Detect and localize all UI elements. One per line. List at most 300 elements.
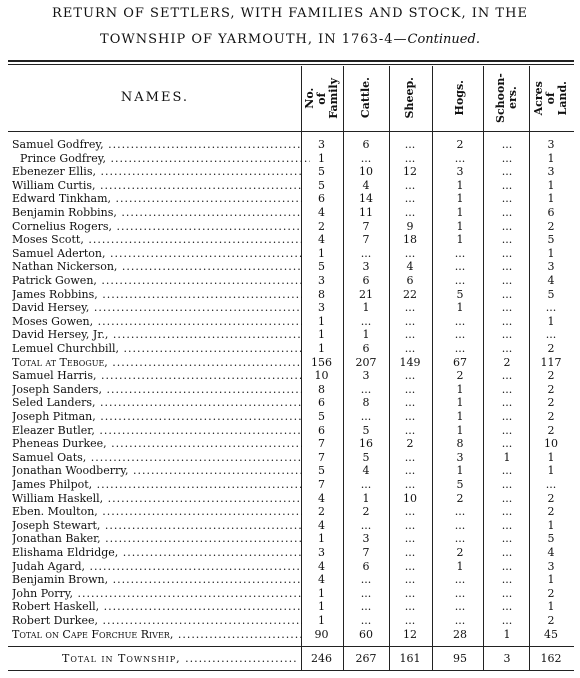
settler-name: Judah Agard, ..... [12, 560, 302, 573]
col-family-value: 8 [318, 287, 325, 301]
title-line-1: RETURN OF SETTLERS, WITH FAMILIES AND STOCK, IN THE [52, 6, 528, 21]
grand-total-row [0, 651, 580, 667]
col-hogs-value: 1 [456, 192, 464, 206]
col-family-value: 5 [318, 260, 325, 274]
col-cattle-value: 2 [362, 505, 370, 519]
col-hogs-value: 1 [456, 559, 464, 573]
col-sheep-value: ... [404, 546, 416, 559]
col-family-value: 4 [318, 559, 325, 573]
settler-name: Elishama Eldridge, ..... [12, 546, 302, 559]
col-schooners-value: ... [501, 165, 513, 179]
col-cattle-value: 60 [359, 627, 373, 641]
col-cattle-value: 4 [362, 464, 370, 478]
title-continued: Continued. [407, 32, 480, 47]
table-row [0, 573, 580, 586]
col-cattle-value: 3 [362, 369, 370, 383]
title-line-2 [0, 32, 580, 47]
subtotal-row [0, 628, 580, 641]
col-cattle-header-label: Cattle. [359, 77, 372, 119]
col-family-value: 4 [318, 518, 325, 532]
col-acres-value: 5 [547, 287, 555, 301]
col-sheep-value: ... [404, 586, 416, 600]
col-acres-value: 2 [547, 382, 555, 396]
col-family-value: 5 [318, 178, 325, 192]
col-hogs-value: 1 [456, 178, 464, 192]
col-schooners-value: ... [501, 260, 513, 274]
col-family-value: 1 [318, 532, 325, 546]
col-family-value: 1 [318, 600, 325, 614]
settler-name: Robert Haskell, ..... [12, 600, 302, 613]
col-acres-value: 4 [547, 274, 555, 287]
settler-name: David Hersey, Jr., ..... [12, 328, 302, 341]
col-sheep-value: 10 [403, 491, 417, 505]
settler-name: William Curtis, ..... [12, 179, 302, 192]
settler-name: Benjamin Robbins, ..... [12, 206, 302, 219]
col-sheep-value: ... [404, 369, 416, 383]
col-family-value: 6 [318, 423, 325, 437]
col-sheep-value: 4 [406, 260, 414, 274]
settler-name: Nathan Nickerson, ..... [12, 260, 302, 273]
col-schooners-grand-total: 3 [503, 652, 511, 665]
col-family-header-label: No. of Family [302, 77, 340, 119]
col-hogs-value: 2 [456, 138, 464, 151]
table-row [0, 288, 580, 301]
col-hogs-grand-total: 95 [453, 652, 467, 665]
col-cattle-value: ... [360, 600, 372, 614]
table-row [0, 383, 580, 396]
col-schooners-value: ... [501, 464, 513, 478]
col-sheep-value: ... [404, 450, 416, 464]
table-row [0, 274, 580, 287]
col-schooners-value: ... [501, 192, 513, 206]
table-row [0, 233, 580, 246]
col-family-value: 4 [318, 206, 325, 219]
col-family-value: 7 [318, 478, 325, 491]
col-sheep-value: ... [404, 151, 416, 165]
col-schooners-value: ... [501, 423, 513, 437]
col-sheep-value: ... [404, 192, 416, 206]
col-cattle-value: ... [360, 518, 372, 532]
col-hogs-header-label: Hogs. [453, 80, 466, 116]
subtotal-row [0, 356, 580, 369]
col-sheep-header [393, 66, 427, 130]
bottom-rule [8, 670, 574, 671]
col-family-value: 156 [311, 355, 332, 369]
names-header: NAMES. [120, 90, 190, 105]
col-cattle-value: 6 [362, 559, 370, 573]
col-hogs-value: ... [454, 246, 466, 260]
settler-name: Samuel Oats, ..... [12, 451, 302, 464]
col-acres-header-label: Acres of Land. [532, 80, 569, 116]
col-hogs-value: 5 [456, 287, 464, 301]
col-acres-value: 4 [547, 546, 555, 559]
col-hogs-value: ... [454, 328, 466, 342]
col-schooners-value: ... [501, 559, 513, 573]
col-schooners-value: ... [501, 573, 513, 587]
col-acres-value: ... [545, 478, 557, 491]
table-row [0, 165, 580, 178]
table-row [0, 179, 580, 192]
col-family-value: 1 [318, 328, 325, 342]
col-family-value: 1 [318, 246, 325, 260]
col-sheep-value: ... [404, 532, 416, 546]
col-cattle-value: 7 [362, 546, 370, 559]
col-hogs-value: 8 [456, 437, 464, 451]
col-sheep-value: ... [404, 301, 416, 315]
col-acres-value: 1 [547, 450, 555, 464]
col-schooners-value: ... [501, 342, 513, 355]
col-acres-value: 3 [547, 165, 555, 179]
col-cattle-value: 6 [362, 274, 370, 287]
col-family-value: 1 [318, 314, 325, 328]
col-family-value: 3 [318, 138, 325, 151]
col-family-value: 4 [318, 573, 325, 587]
col-schooners-value: ... [501, 532, 513, 546]
table-row [0, 260, 580, 273]
col-schooners-value: ... [501, 518, 513, 532]
col-cattle-value: 21 [359, 287, 373, 301]
table-row [0, 600, 580, 613]
col-acres-value: 1 [547, 192, 555, 206]
settler-name: William Haskell, ..... [12, 492, 302, 505]
col-sheep-value: 12 [403, 165, 417, 179]
col-acres-value: 6 [547, 206, 555, 219]
col-hogs-value: 67 [453, 355, 467, 369]
col-sheep-value: ... [404, 382, 416, 396]
col-acres-value: 117 [540, 355, 562, 369]
table-row [0, 519, 580, 532]
settler-name: Pheneas Durkee, ..... [12, 437, 302, 450]
table-row [0, 614, 580, 627]
col-acres-value: 2 [547, 505, 555, 519]
col-hogs-value: 1 [456, 206, 464, 219]
col-sheep-header-label: Sheep. [403, 77, 416, 119]
col-hogs-value: ... [454, 260, 466, 274]
col-acres-value: 2 [547, 491, 555, 505]
col-schooners-value: 2 [503, 355, 511, 369]
settler-name: Samuel Aderton, ..... [12, 247, 302, 260]
col-family-value: 5 [318, 464, 325, 478]
col-schooners-value: ... [501, 410, 513, 423]
col-hogs-value: 1 [456, 219, 464, 233]
col-cattle-value: 3 [362, 260, 370, 274]
col-hogs-value: 28 [453, 627, 467, 641]
col-sheep-value: ... [404, 614, 416, 627]
col-acres-value: 1 [547, 600, 555, 614]
settler-name: Total at Tebogue, ..... [12, 356, 302, 369]
col-family-value: 90 [314, 627, 329, 641]
settler-name: Moses Scott, ..... [12, 233, 302, 246]
col-hogs-value: 1 [456, 382, 464, 396]
col-family-value: 1 [318, 614, 325, 627]
col-cattle-value: ... [360, 573, 372, 587]
col-acres-value: 1 [547, 518, 555, 532]
col-family-value: 1 [318, 586, 325, 600]
table-row [0, 505, 580, 518]
col-hogs-value: ... [454, 600, 466, 614]
col-hogs-value: 1 [456, 410, 464, 423]
col-hogs-value: 1 [456, 301, 464, 315]
table-row [0, 451, 580, 464]
settler-name: Robert Durkee, ..... [12, 614, 302, 627]
col-cattle-value: 7 [362, 233, 370, 247]
table-row [0, 192, 580, 205]
settler-name: James Philpot, ..... [12, 478, 302, 491]
col-cattle-value: 8 [362, 396, 370, 410]
col-acres-grand-total: 162 [540, 652, 562, 665]
table-row [0, 532, 580, 545]
col-hogs-value: 1 [456, 396, 464, 410]
col-hogs-value: 3 [456, 165, 464, 179]
col-sheep-value: ... [404, 206, 416, 219]
col-cattle-value: 11 [359, 206, 373, 219]
col-acres-value: 3 [547, 260, 555, 274]
col-cattle-value: ... [360, 478, 372, 491]
settler-name: Seled Landers, ..... [12, 396, 302, 409]
table-row [0, 560, 580, 573]
table-row [0, 152, 580, 165]
col-schooners-value: ... [501, 369, 513, 383]
table-row [0, 220, 580, 233]
table-row [0, 437, 580, 450]
col-cattle-value: ... [360, 614, 372, 627]
col-schooners-value: 1 [503, 627, 511, 641]
settler-name: James Robbins, ..... [12, 288, 302, 301]
col-acres-value: ... [545, 328, 557, 342]
col-family-value: 1 [318, 342, 325, 355]
col-schooners-value: ... [501, 151, 513, 165]
settler-name: Joseph Pitman, ..... [12, 410, 302, 423]
col-hogs-value: ... [454, 614, 466, 627]
col-schooners-value: ... [501, 233, 513, 247]
col-schooners-value: 1 [503, 450, 511, 464]
col-hogs-value: 1 [456, 423, 464, 437]
col-hogs-value: 1 [456, 233, 464, 247]
top-rule-thin [8, 64, 574, 65]
col-acres-header [530, 66, 572, 130]
settler-name: Prince Godfrey, ..... [20, 152, 310, 165]
col-hogs-value: 2 [456, 491, 464, 505]
col-cattle-value: 3 [362, 532, 370, 546]
settler-name: Edward Tinkham, ..... [12, 192, 302, 205]
col-schooners-value: ... [501, 586, 513, 600]
col-family-value: 7 [318, 450, 325, 464]
col-sheep-value: ... [404, 246, 416, 260]
col-acres-value: 1 [547, 246, 555, 260]
col-hogs-value: ... [454, 314, 466, 328]
col-cattle-value: ... [360, 382, 372, 396]
col-schooners-value: ... [501, 138, 513, 151]
col-family-value: 4 [318, 491, 325, 505]
col-cattle-value: ... [360, 314, 372, 328]
col-acres-value: 1 [547, 178, 555, 192]
col-acres-value: 1 [547, 464, 555, 478]
col-schooners-value: ... [501, 491, 513, 505]
col-family-value: 6 [318, 192, 325, 206]
col-family-value: 10 [314, 369, 329, 383]
col-family-value: 2 [318, 505, 325, 519]
col-schooners-value: ... [501, 206, 513, 219]
col-acres-value: 10 [544, 437, 558, 451]
col-sheep-value: ... [404, 314, 416, 328]
col-sheep-value: 6 [406, 274, 414, 287]
col-family-value: 5 [318, 165, 325, 179]
col-family-value: 3 [318, 301, 325, 315]
col-schooners-value: ... [501, 505, 513, 519]
col-schooners-header-label: Schoon-ers. [494, 73, 519, 123]
col-cattle-value: 4 [362, 178, 370, 192]
col-sheep-value: ... [404, 478, 416, 491]
col-cattle-value: 6 [362, 138, 370, 151]
col-schooners-value: ... [501, 314, 513, 328]
col-schooners-header [486, 66, 528, 130]
table-row [0, 315, 580, 328]
col-hogs-value: 2 [456, 546, 464, 559]
col-sheep-value: ... [404, 178, 416, 192]
col-family-value: 7 [318, 437, 325, 451]
settler-name: Samuel Godfrey, ..... [12, 138, 302, 151]
col-family-value: 3 [318, 546, 325, 559]
col-schooners-value: ... [501, 437, 513, 451]
table-row [0, 478, 580, 491]
col-schooners-value: ... [501, 396, 513, 410]
col-cattle-value: 10 [359, 165, 373, 179]
col-hogs-value: ... [454, 151, 466, 165]
table-row [0, 369, 580, 382]
col-sheep-value: ... [404, 464, 416, 478]
subtotal-rule [8, 646, 574, 647]
col-acres-value: 2 [547, 369, 555, 383]
settler-name: Cornelius Rogers, ..... [12, 220, 302, 233]
col-family-value: 1 [318, 151, 325, 165]
col-sheep-value: ... [404, 559, 416, 573]
header-rule [8, 131, 574, 132]
col-schooners-value: ... [501, 614, 513, 627]
col-sheep-value: 22 [403, 287, 417, 301]
col-sheep-value: ... [404, 600, 416, 614]
col-acres-value: 2 [547, 586, 555, 600]
col-sheep-value: 18 [403, 233, 417, 247]
col-cattle-grand-total: 267 [355, 652, 377, 665]
col-cattle-value: 5 [362, 450, 370, 464]
table-row [0, 138, 580, 151]
col-family-value: 4 [318, 233, 325, 247]
col-acres-value: 1 [547, 151, 555, 165]
col-cattle-value: 1 [362, 301, 370, 315]
col-hogs-value: 1 [456, 464, 464, 478]
settler-name: Joseph Stewart, ..... [12, 519, 302, 532]
title-line-2-text: TOWNSHIP OF YARMOUTH, IN 1763-4— [100, 32, 408, 47]
col-sheep-value: ... [404, 410, 416, 423]
table-row [0, 464, 580, 477]
col-hogs-value: 3 [456, 450, 464, 464]
col-acres-value: 2 [547, 396, 555, 410]
table-row [0, 492, 580, 505]
col-cattle-value: 1 [362, 491, 370, 505]
col-cattle-value: ... [360, 586, 372, 600]
col-acres-value: 5 [547, 532, 555, 546]
settler-name: Joseph Sanders, ..... [12, 383, 302, 396]
col-cattle-value: ... [360, 410, 372, 423]
col-hogs-value: ... [454, 518, 466, 532]
col-family-value: 8 [318, 382, 325, 396]
settler-name: Total on Cape Forchue River, ..... [12, 628, 302, 641]
col-acres-value: 2 [547, 423, 555, 437]
col-family-header [303, 66, 340, 130]
settler-name: Patrick Gowen, ..... [12, 274, 302, 287]
col-sheep-value: ... [404, 423, 416, 437]
col-sheep-value: ... [404, 328, 416, 342]
col-family-grand-total: 246 [311, 652, 332, 665]
col-cattle-value: 1 [362, 328, 370, 342]
col-sheep-value: ... [404, 342, 416, 355]
col-hogs-value: ... [454, 505, 466, 519]
col-acres-value: 45 [544, 627, 558, 641]
col-hogs-value: ... [454, 573, 466, 587]
col-cattle-value: 16 [359, 437, 373, 451]
col-acres-value: 5 [547, 233, 555, 247]
col-sheep-value: ... [404, 505, 416, 519]
settler-name: Eleazer Butler, ..... [12, 424, 302, 437]
col-hogs-value: ... [454, 532, 466, 546]
col-family-value: 5 [318, 410, 325, 423]
col-acres-value: 2 [547, 219, 555, 233]
table-row [0, 546, 580, 559]
col-sheep-value: ... [404, 396, 416, 410]
col-sheep-value: 9 [406, 219, 414, 233]
col-family-value: 2 [318, 219, 325, 233]
table-row [0, 342, 580, 355]
col-cattle-value: ... [360, 246, 372, 260]
settler-name: John Porry, ..... [12, 587, 302, 600]
table-row [0, 587, 580, 600]
col-hogs-value: 5 [456, 478, 464, 491]
col-hogs-value: ... [454, 342, 466, 355]
settler-name: Ebenezer Ellis, ..... [12, 165, 302, 178]
col-cattle-value: 207 [355, 355, 377, 369]
col-acres-value: 3 [547, 559, 555, 573]
col-hogs-value: ... [454, 274, 466, 287]
col-acres-value: 2 [547, 342, 555, 355]
col-hogs-header [440, 66, 480, 130]
col-schooners-value: ... [501, 219, 513, 233]
top-rule [8, 60, 574, 62]
table-row [0, 396, 580, 409]
col-schooners-value: ... [501, 382, 513, 396]
table-row [0, 206, 580, 219]
col-sheep-value: 12 [403, 627, 417, 641]
col-cattle-value: 14 [359, 192, 373, 206]
col-schooners-value: ... [501, 600, 513, 614]
col-family-value: 6 [318, 396, 325, 410]
col-sheep-value: 149 [399, 355, 421, 369]
table-row [0, 247, 580, 260]
table-row [0, 328, 580, 341]
col-sheep-value: ... [404, 573, 416, 587]
col-schooners-value: ... [501, 301, 513, 315]
col-cattle-value: 7 [362, 219, 370, 233]
col-cattle-value: 6 [362, 342, 370, 355]
settler-name: Benjamin Brown, ..... [12, 573, 302, 586]
settler-name: Eben. Moulton, ..... [12, 505, 302, 518]
col-acres-value: 2 [547, 614, 555, 627]
settler-name: Lemuel Churchbill, ..... [12, 342, 302, 355]
col-hogs-value: ... [454, 586, 466, 600]
col-family-value: 3 [318, 274, 325, 287]
grand-total-label: Total in Township, ..... [62, 651, 297, 667]
col-cattle-header [346, 66, 386, 130]
col-acres-value: 2 [547, 410, 555, 423]
